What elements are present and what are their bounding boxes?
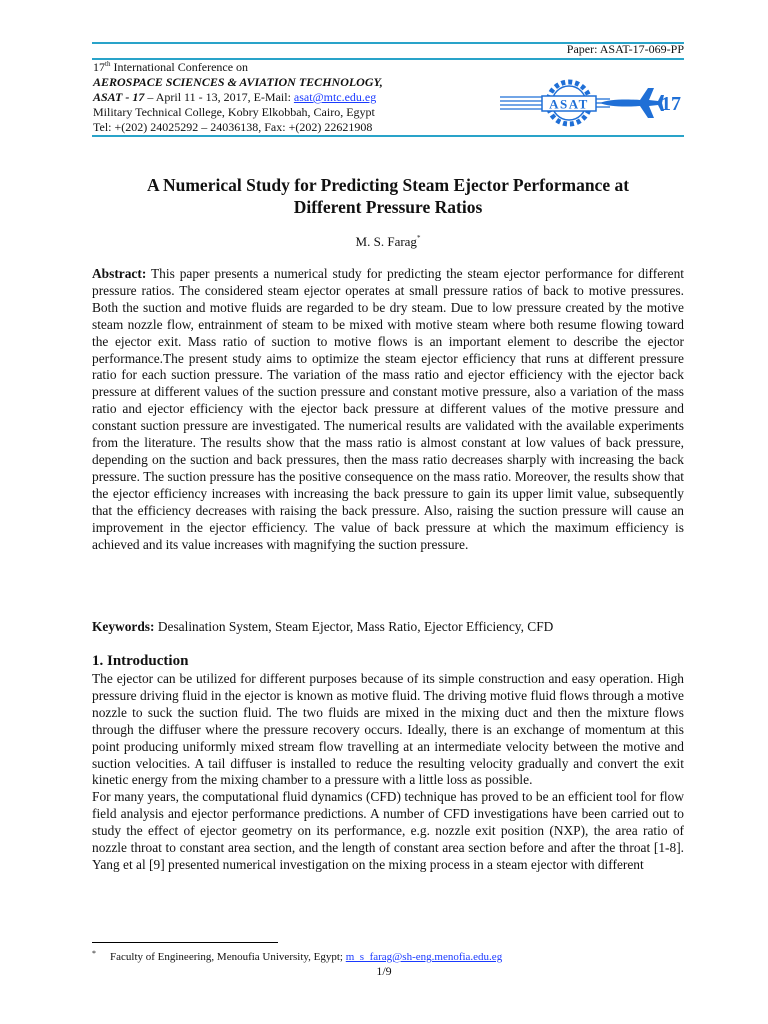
conference-dates: ASAT - 17 – April 11 - 13, 2017, E-Mail: asat@mtc.edu.eg (93, 90, 377, 104)
conference-info (93, 60, 383, 135)
conference-line: 17th International Conference on (93, 60, 249, 74)
paper-title (92, 174, 684, 218)
intro-paragraph-1: The ejector can be utilized for different purposes because of its simple construction and easy operation. High pressure driving fluid in the ejector is known as motive fluid. The driving motive fluid flows through a motive nozzle to suck the suction fluid. The two fluids are mixed in the mixing duct and then the mixture flows through the diffuser where the pressure recovery occurs. Ideally, there is an exchange of momentum at this point producing uniformly mixed stream flow travelling at an intermediate velocity between the motive and suction velocities. A tail diffuser is installed to reduce the resulting velocity gradually and convert the exit kinetic energy from the mixing chamber to a pressure with a little loss as possible. (92, 671, 684, 788)
author (92, 234, 684, 250)
conference-email-link[interactable]: asat@mtc.edu.eg (293, 90, 377, 104)
author-name: M. S. Farag (355, 234, 417, 249)
abstract-label: Abstract: (92, 266, 147, 281)
keywords-label: Keywords: (92, 619, 155, 634)
section-heading-introduction: 1. Introduction (92, 653, 189, 669)
intro-paragraph-2: For many years, the computational fluid dynamics (CFD) technique has proved to be an efficient tool for flow field analysis and ejector performance predictions. A number of CFD investigations have been carried out to study the effect of ejector geometry on its performance, e.g. nozzle exit position (NXP), the area ratio of nozzle throat to constant area section, and the length of constant area section before and after the throat [1-8]. Yang et al [9] presented numerical investigation on the mixing process in a steam ejector with different (92, 789, 684, 872)
page-number: 1/9 (376, 964, 392, 978)
footnote-rule (92, 942, 278, 943)
conference-address: Military Technical College, Kobry Elkobbah, Cairo, Egypt (93, 105, 375, 119)
footnote-mark: * (92, 949, 96, 958)
logo-number: 17 (661, 93, 681, 115)
paper-title-line-2: Different Pressure Ratios (293, 197, 483, 217)
abstract-text: This paper presents a numerical study for predicting the steam ejector performance for different pressure ratios. The considered steam ejector operates at small pressure ratios of back to motive pressures. Both the suction and motive fluids are regarded to be dry steam. Due to low pressure created by the motive steam nozzle flow, entrainment of steam to be mixed with motive steam where both resume flowing toward the ejector exit. Mass ratio of suction to motive flows is an important element to describe the ejector performance.The present study aims to optimize the steam ejector efficiency that runs at different pressure ratio for each suction pressure. The variation of the mass ratio and ejector efficiency with the ejector back pressure at different values of the suction pressure and constant motive pressure, also a variation of the mass ratio and ejector efficiency with the ejector back pressure at different values of the motive pressure and constant suction pressure are investigated. The numerical results are validated with the available experiments from the literature. The results show that the mass ratio is almost constant at low values of back pressure, depending on the suction and back pressures, then the mass ratio decreases sharply with increasing the back pressure. The suction pressure has the positive consequence on the mass ratio. Moreover, the results show that the ejector efficiency increases with increasing the back pressure to gain its upper limit value, subsequently that the efficiency decreases with raising the back pressure. Also, raising the suction pressure will cause an improvement in the ejector efficiency. The value of back pressure at which the maximum efficiency is achieved and its value increases with magnifying the suction pressure. (92, 266, 684, 552)
footnote (92, 949, 502, 963)
asat-logo (498, 78, 683, 135)
conference-name: AEROSPACE SCIENCES & AVIATION TECHNOLOGY, (93, 75, 383, 89)
keywords (92, 619, 684, 636)
footnote-text: Faculty of Engineering, Menoufia University, Egypt; (110, 951, 346, 963)
author-mark: * (416, 234, 421, 242)
conference-phone: Tel: +(202) 24025292 – 24036138, Fax: +(202) 22621908 (93, 120, 373, 134)
introduction-body (92, 671, 684, 874)
paper-title-line-1: A Numerical Study for Predicting Steam Ejector Performance at (146, 175, 630, 195)
footnote-email-link[interactable]: m_s_farag@sh-eng.menofia.edu.eg (345, 951, 503, 963)
abstract (92, 266, 684, 553)
paper-id: Paper: ASAT-17-069-PP (566, 42, 684, 56)
keywords-text: Desalination System, Steam Ejector, Mass Ratio, Ejector Efficiency, CFD (154, 619, 554, 634)
header-bottom-rule (92, 135, 684, 137)
logo-text: ASAT (549, 96, 589, 112)
